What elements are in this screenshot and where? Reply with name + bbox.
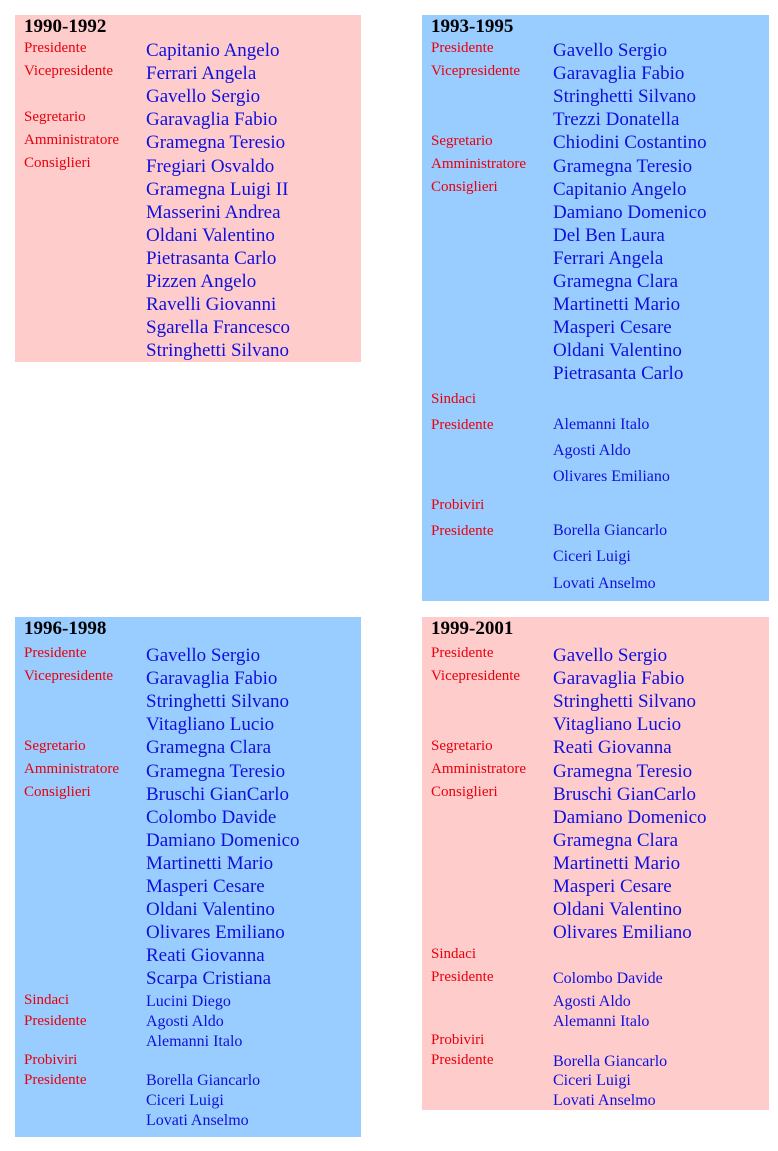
member-name: Alemanni Italo bbox=[146, 1033, 243, 1050]
council-panel-1999-2001 bbox=[422, 617, 769, 1110]
role-label: Consiglieri bbox=[24, 784, 91, 800]
role-label: Probiviri bbox=[431, 497, 485, 513]
member-name: Lovati Anselmo bbox=[553, 1092, 656, 1109]
member-name: Capitanio Angelo bbox=[553, 178, 687, 200]
role-label: Amministratore bbox=[431, 156, 526, 172]
member-name: Lovati Anselmo bbox=[553, 575, 656, 592]
member-name: Stringhetti Silvano bbox=[553, 86, 697, 108]
member-name: Ravelli Giovanni bbox=[146, 294, 277, 316]
member-name: Oldani Valentino bbox=[146, 899, 275, 921]
member-name: Gramegna Teresio bbox=[553, 155, 693, 177]
role-label: Presidente bbox=[431, 523, 494, 539]
member-name: Gramegna Teresio bbox=[146, 132, 286, 154]
panel-title: 1993-1995 bbox=[431, 16, 514, 37]
member-name: Martinetti Mario bbox=[553, 852, 681, 874]
member-name: Gramegna Clara bbox=[553, 829, 679, 851]
role-label: Consiglieri bbox=[24, 155, 91, 171]
member-name: Gramegna Teresio bbox=[146, 760, 286, 782]
council-panel-1990-1992 bbox=[15, 15, 361, 362]
panel-title: 1990-1992 bbox=[24, 16, 107, 37]
role-label: Presidente bbox=[431, 1052, 494, 1068]
panel-title: 1999-2001 bbox=[431, 618, 514, 639]
role-label: Vicepresidente bbox=[24, 63, 114, 79]
role-label: Segretario bbox=[24, 109, 86, 125]
member-name: Fregiari Osvaldo bbox=[146, 155, 275, 177]
role-label: Sindaci bbox=[431, 946, 476, 962]
role-label: Probiviri bbox=[24, 1052, 78, 1068]
member-name: Stringhetti Silvano bbox=[553, 691, 697, 713]
member-name: Masperi Cesare bbox=[553, 317, 672, 339]
member-name: Pietrasanta Carlo bbox=[146, 247, 277, 269]
member-name: Gavello Sergio bbox=[146, 645, 261, 666]
role-label: Segretario bbox=[431, 738, 493, 754]
role-label: Amministratore bbox=[24, 132, 119, 148]
member-name: Stringhetti Silvano bbox=[146, 340, 290, 362]
role-label: Presidente bbox=[24, 1072, 87, 1088]
member-name: Damiano Domenico bbox=[553, 201, 707, 223]
member-name: Ciceri Luigi bbox=[553, 548, 631, 565]
member-name: Stringhetti Silvano bbox=[146, 691, 290, 713]
member-name: Olivares Emiliano bbox=[146, 922, 285, 944]
member-name: Sgarella Francesco bbox=[146, 317, 291, 339]
member-name: Borella Giancarlo bbox=[146, 1072, 261, 1089]
member-name: Vitagliano Lucio bbox=[553, 714, 682, 736]
role-label: Probiviri bbox=[431, 1032, 485, 1048]
role-label: Presidente bbox=[24, 40, 87, 56]
council-panel-1993-1995 bbox=[422, 15, 769, 601]
member-name: Gavello Sergio bbox=[146, 86, 261, 108]
member-name: Martinetti Mario bbox=[146, 852, 274, 874]
role-label: Presidente bbox=[24, 1013, 87, 1029]
member-name: Garavaglia Fabio bbox=[553, 63, 685, 85]
member-name: Ciceri Luigi bbox=[146, 1092, 224, 1109]
panel-title: 1996-1998 bbox=[24, 618, 107, 639]
member-name: Gramegna Clara bbox=[146, 737, 272, 759]
member-name: Damiano Domenico bbox=[553, 806, 707, 828]
role-label: Amministratore bbox=[24, 761, 119, 777]
member-name: Olivares Emiliano bbox=[553, 922, 692, 944]
member-name: Pietrasanta Carlo bbox=[553, 363, 684, 385]
member-name: Olivares Emiliano bbox=[553, 468, 670, 485]
member-name: Gramegna Luigi II bbox=[146, 178, 289, 200]
member-name: Agosti Aldo bbox=[553, 993, 631, 1010]
member-name: Scarpa Cristiana bbox=[146, 968, 272, 990]
role-label: Presidente bbox=[431, 417, 494, 433]
member-name: Ferrari Angela bbox=[553, 247, 664, 269]
member-name: Agosti Aldo bbox=[146, 1013, 224, 1030]
role-label: Sindaci bbox=[24, 992, 69, 1008]
role-label: Sindaci bbox=[431, 391, 476, 407]
member-name: Gavello Sergio bbox=[553, 40, 668, 61]
role-label: Vicepresidente bbox=[431, 668, 521, 684]
member-name: Vitagliano Lucio bbox=[146, 714, 275, 736]
role-label: Consiglieri bbox=[431, 784, 498, 800]
member-name: Bruschi GianCarlo bbox=[146, 783, 290, 805]
member-name: Capitanio Angelo bbox=[146, 40, 280, 61]
role-label: Presidente bbox=[431, 645, 494, 661]
role-label: Presidente bbox=[431, 40, 494, 56]
role-label: Vicepresidente bbox=[431, 63, 521, 79]
member-name: Colombo Davide bbox=[146, 806, 277, 828]
member-name: Agosti Aldo bbox=[553, 442, 631, 459]
role-label: Presidente bbox=[431, 969, 494, 985]
member-name: Alemanni Italo bbox=[553, 416, 650, 433]
role-label: Segretario bbox=[24, 738, 86, 754]
member-name: Oldani Valentino bbox=[146, 224, 275, 246]
member-name: Masperi Cesare bbox=[146, 876, 265, 897]
member-name: Masperi Cesare bbox=[553, 876, 672, 897]
member-name: Damiano Domenico bbox=[146, 829, 300, 851]
member-name: Borella Giancarlo bbox=[553, 1053, 668, 1070]
member-name: Ciceri Luigi bbox=[553, 1072, 631, 1089]
member-name: Ferrari Angela bbox=[146, 63, 257, 85]
role-label: Amministratore bbox=[431, 761, 526, 777]
member-name: Chiodini Costantino bbox=[553, 132, 707, 154]
member-name: Alemanni Italo bbox=[553, 1013, 650, 1030]
member-name: Pizzen Angelo bbox=[146, 271, 257, 292]
member-name: Del Ben Laura bbox=[553, 224, 665, 246]
member-name: Garavaglia Fabio bbox=[146, 668, 278, 690]
member-name: Bruschi GianCarlo bbox=[553, 783, 697, 805]
member-name: Lovati Anselmo bbox=[146, 1112, 249, 1129]
member-name: Lucini Diego bbox=[146, 993, 231, 1010]
member-name: Garavaglia Fabio bbox=[146, 109, 278, 131]
role-label: Presidente bbox=[24, 645, 87, 661]
role-label: Segretario bbox=[431, 133, 493, 149]
member-name: Gramegna Clara bbox=[553, 271, 679, 292]
member-name: Trezzi Donatella bbox=[553, 109, 680, 131]
member-name: Martinetti Mario bbox=[553, 294, 681, 316]
member-name: Gavello Sergio bbox=[553, 645, 668, 666]
member-name: Oldani Valentino bbox=[553, 340, 682, 362]
role-label: Consiglieri bbox=[431, 179, 498, 195]
member-name: Masserini Andrea bbox=[146, 201, 281, 223]
member-name: Reati Giovanna bbox=[146, 945, 265, 967]
member-name: Reati Giovanna bbox=[553, 737, 672, 759]
member-name: Garavaglia Fabio bbox=[553, 668, 685, 690]
member-name: Borella Giancarlo bbox=[553, 522, 668, 539]
role-label: Vicepresidente bbox=[24, 668, 114, 684]
member-name: Colombo Davide bbox=[553, 970, 663, 987]
member-name: Oldani Valentino bbox=[553, 899, 682, 921]
council-panel-1996-1998 bbox=[15, 617, 361, 1137]
member-name: Gramegna Teresio bbox=[553, 760, 693, 782]
